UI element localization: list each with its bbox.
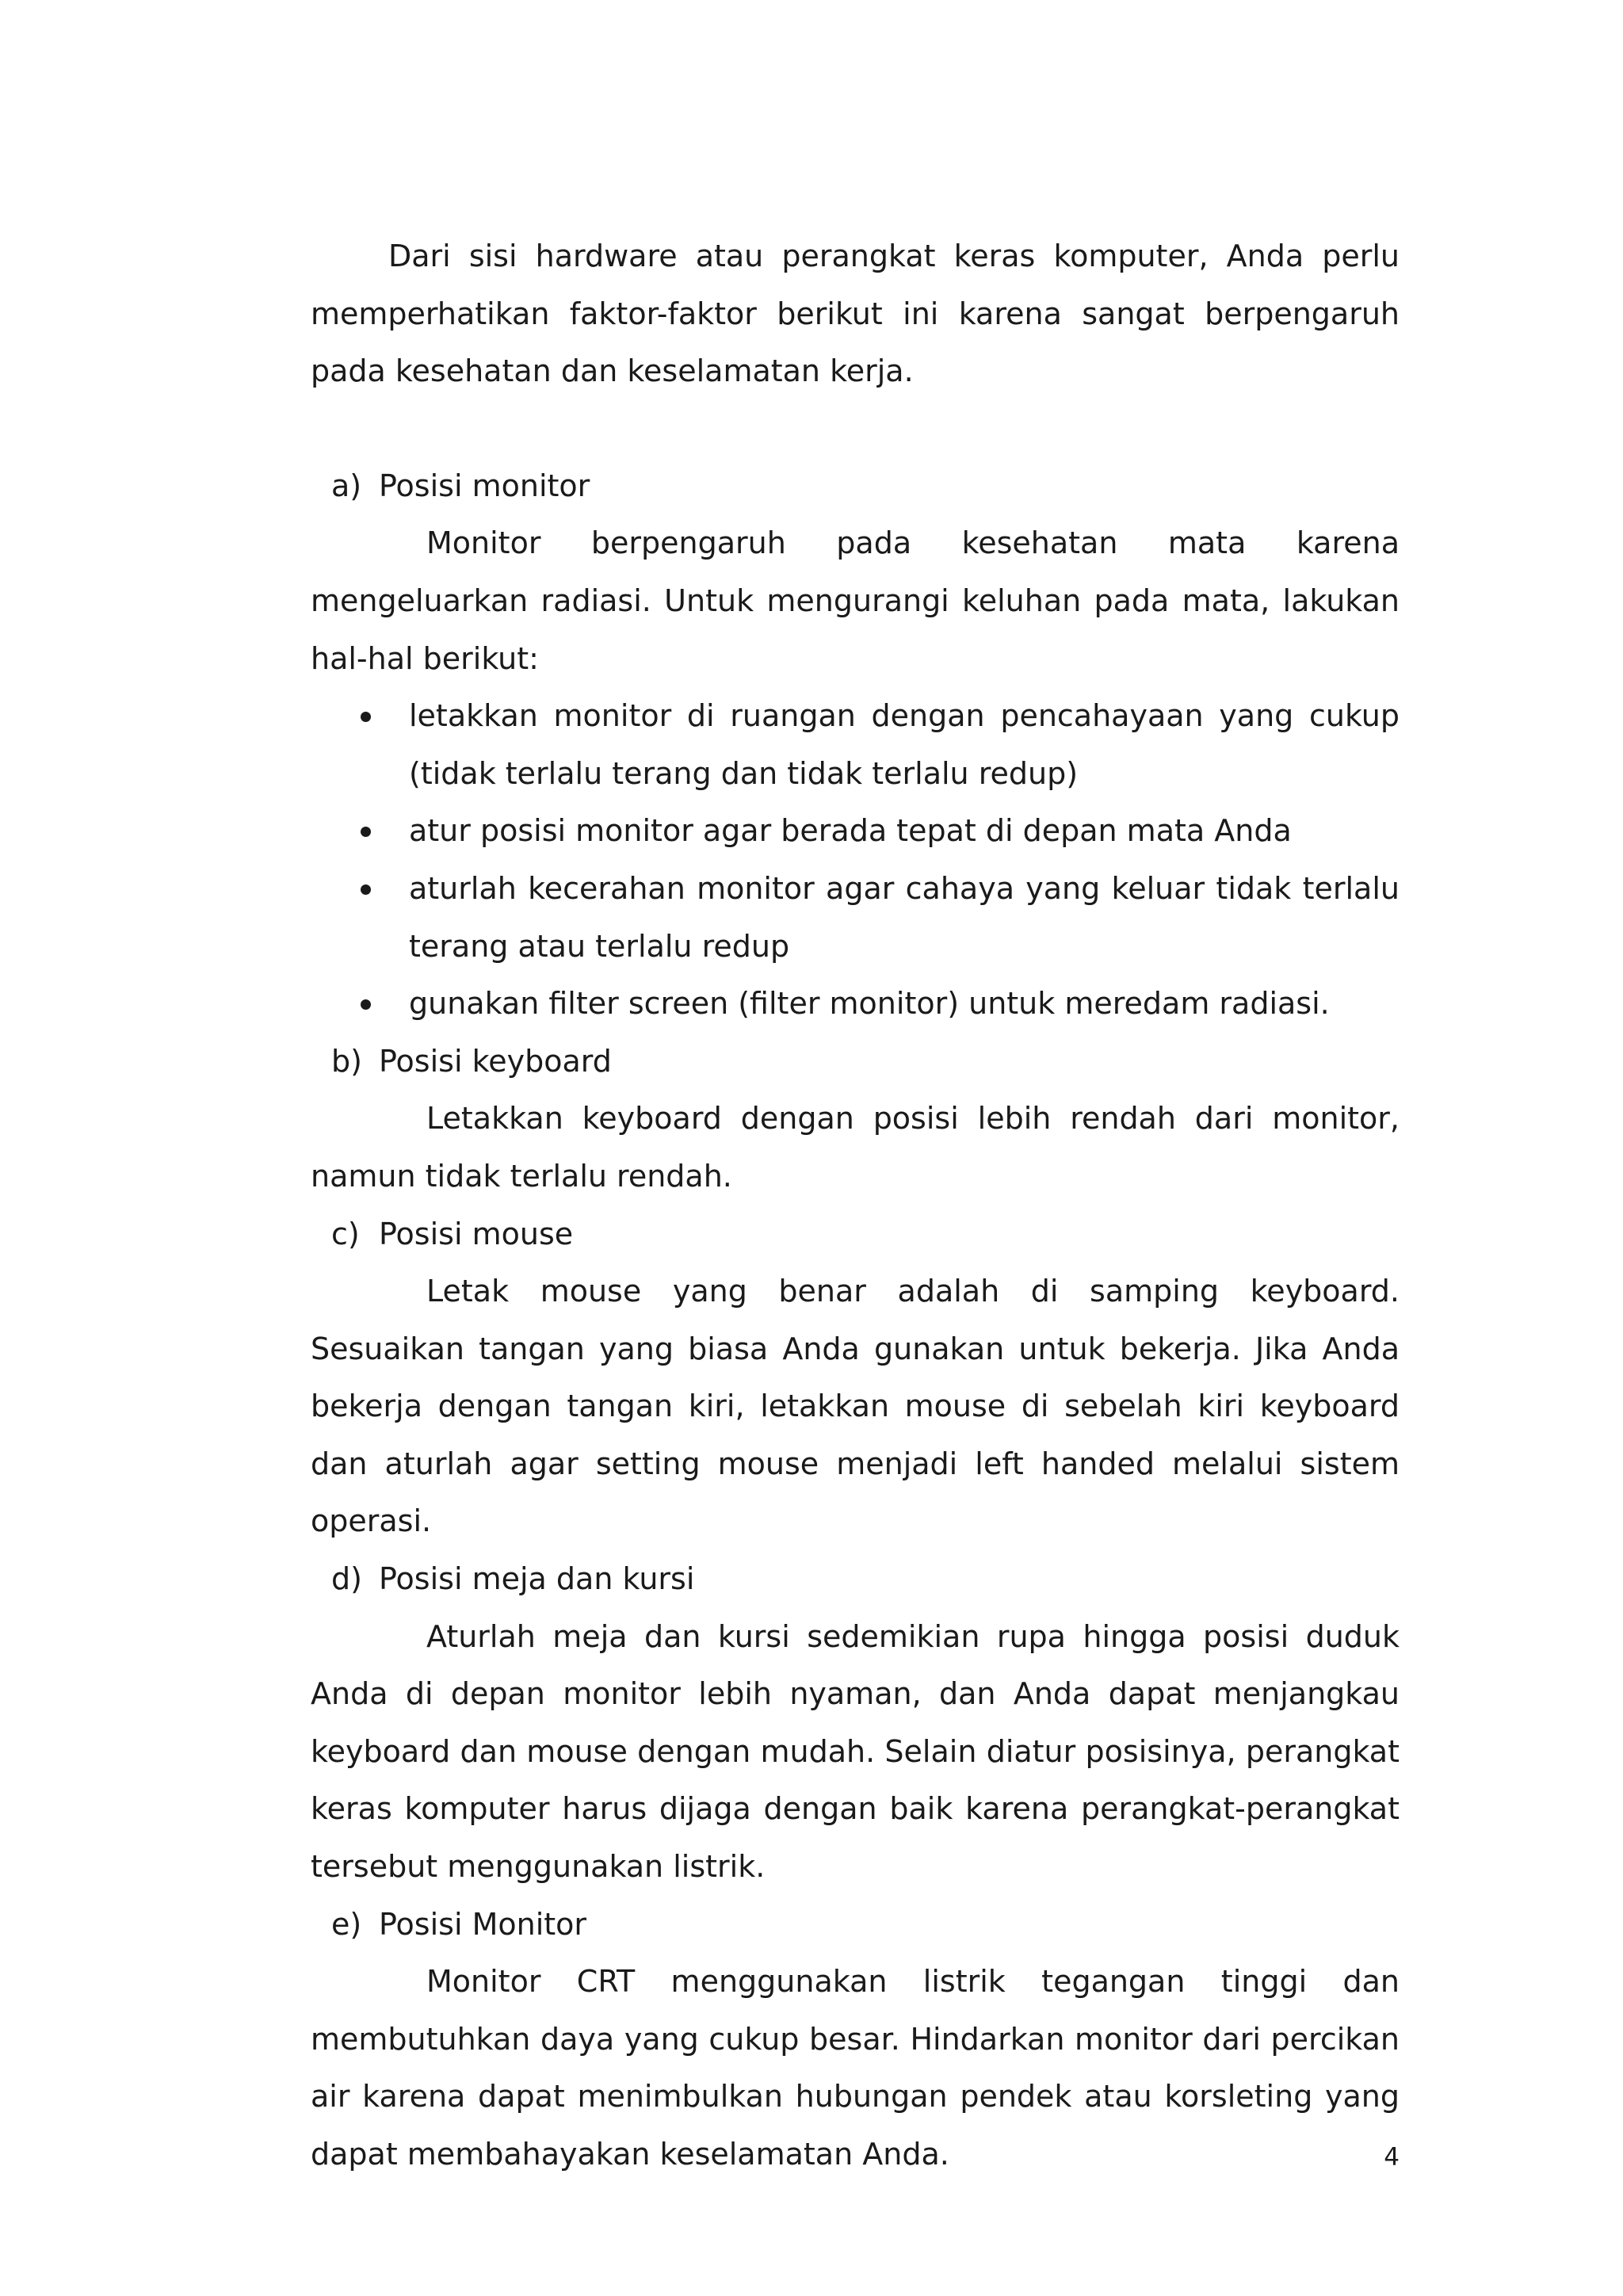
page-content <box>311 227 1400 2183</box>
bullet-icon <box>361 884 371 895</box>
page-number: 4 <box>1384 2143 1400 2172</box>
section-title: Posisi keyboard <box>379 1043 612 1079</box>
section-title: Posisi mouse <box>379 1216 574 1251</box>
list-item-text: aturlah kecerahan monitor agar cahaya yang keluar tidak terlalu terang atau terlalu redup <box>409 870 1400 964</box>
bullet-icon <box>361 712 371 722</box>
section-body-e: Monitor CRT menggunakan listrik tegangan tinggi dan membutuhkan daya yang cukup besar. Hindarkan monitor dari percikan air karena dapat menimbulkan hubungan pendek atau korsleting yang dapat membahayakan keselamatan Anda. <box>311 1964 1400 2172</box>
section-heading-b <box>311 1033 1400 1091</box>
intro-paragraph: Dari sisi hardware atau perangkat keras komputer, Anda perlu memperhatikan faktor-faktor berikut ini karena sangat berpengaruh pada kesehatan dan keselamatan kerja. <box>311 239 1400 389</box>
bullet-icon <box>361 999 371 1010</box>
bullet-icon <box>361 827 371 837</box>
section-heading-d <box>311 1550 1400 1608</box>
section-body-a: Monitor berpengaruh pada kesehatan mata karena mengeluarkan radiasi. Untuk mengurangi keluhan pada mata, lakukan hal-hal berikut: <box>311 525 1400 676</box>
list-item-text: gunakan filter screen (filter monitor) untuk meredam radiasi. <box>409 986 1330 1022</box>
section-title: Posisi Monitor <box>379 1906 587 1942</box>
list-item <box>311 860 1400 975</box>
section-marker: e) <box>331 1906 362 1942</box>
section-title: Posisi meja dan kursi <box>379 1561 695 1597</box>
section-marker: b) <box>331 1043 362 1079</box>
section-heading-c <box>311 1205 1400 1263</box>
section-marker: d) <box>331 1561 362 1597</box>
section-marker: a) <box>331 468 362 503</box>
list-item <box>311 802 1400 860</box>
list-item-text: letakkan monitor di ruangan dengan pencahayaan yang cukup (tidak terlalu terang dan tidak terlalu redup) <box>409 698 1400 791</box>
list-item <box>311 687 1400 802</box>
list-item <box>311 975 1400 1033</box>
section-body-b: Letakkan keyboard dengan posisi lebih rendah dari monitor, namun tidak terlalu rendah. <box>311 1101 1400 1194</box>
list-item-text: atur posisi monitor agar berada tepat di depan mata Anda <box>409 813 1292 849</box>
section-marker: c) <box>331 1216 360 1251</box>
section-body-c: Letak mouse yang benar adalah di samping keyboard. Sesuaikan tangan yang biasa Anda gunakan untuk bekerja. Jika Anda bekerja dengan tangan kiri, letakkan mouse di sebelah kiri keyboard dan aturlah agar setting mouse menjadi left handed melalui sistem operasi. <box>311 1274 1400 1539</box>
bullet-list <box>311 687 1400 1033</box>
section-body-d: Aturlah meja dan kursi sedemikian rupa hingga posisi duduk Anda di depan monitor lebih nyaman, dan Anda dapat menjangkau keyboard dan mouse dengan mudah. Selain diatur posisinya, perangkat keras komputer harus dijaga dengan baik karena perangkat-perangkat tersebut menggunakan listrik. <box>311 1618 1400 1885</box>
section-heading-a <box>311 457 1400 515</box>
section-title: Posisi monitor <box>379 468 590 503</box>
section-heading-e <box>311 1896 1400 1954</box>
